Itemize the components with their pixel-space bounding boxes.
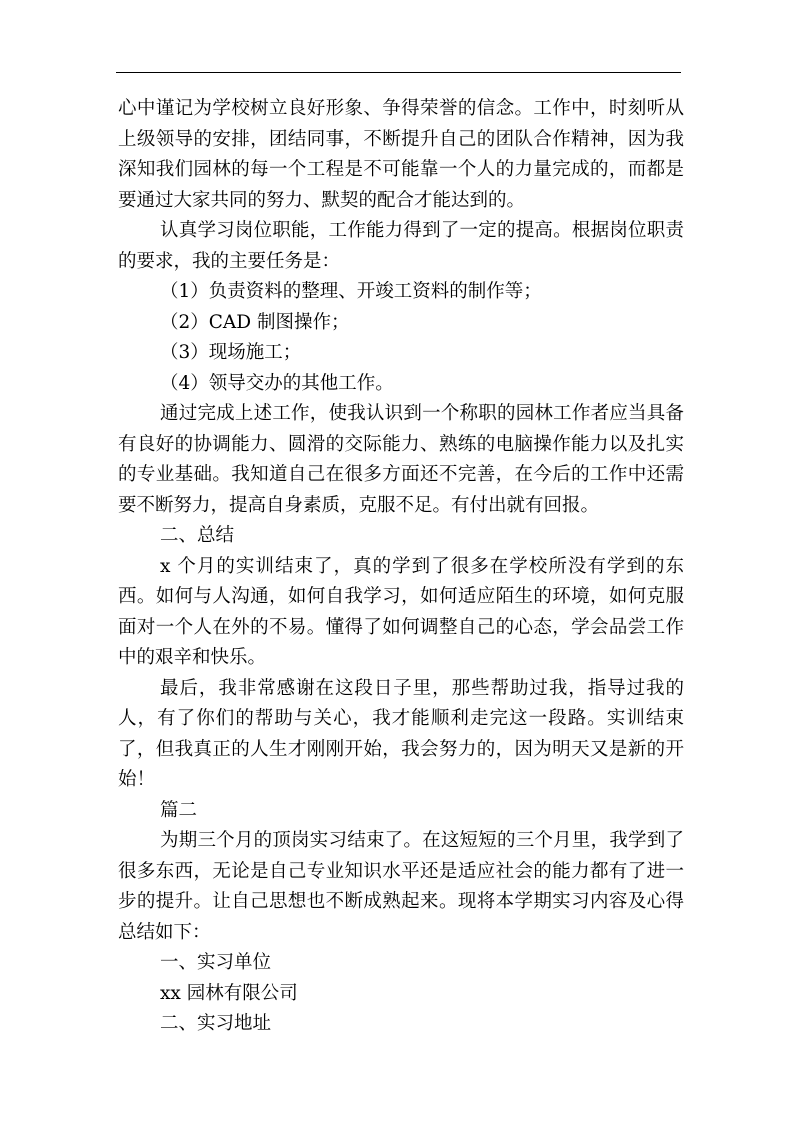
- paragraph: 为期三个月的顶岗实习结束了。在这短短的三个月里，我学到了很多东西，无论是自己专业知识水平还是适应社会的能力都有了进一步的提升。让自己思想也不断成熟起来。现将本学期实习内容及心得总结如下：: [118, 830, 684, 943]
- paragraph: 通过完成上述工作，使我认识到一个称职的园林工作者应当具备有良好的协调能力、圆滑的交际能力、熟练的电脑操作能力以及扎实的专业基础。我知道自己在很多方面还不完善，在今后的工作中还需要不断努力，提高自身素质，克服不足。有付出就有回报。: [118, 403, 684, 516]
- section-heading: 二、总结: [160, 525, 235, 546]
- list-item: （3）现场施工；: [160, 342, 302, 363]
- section-heading: 一、实习单位: [160, 952, 272, 973]
- list-item: （4）领导交办的其他工作。: [160, 372, 394, 394]
- document-body: [118, 94, 684, 1040]
- paragraph: 最后，我非常感谢在这段日子里，那些帮助过我，指导过我的人，有了你们的帮助与关心，我才能顺利走完这一段路。实训结束了，但我真正的人生才刚刚开始，我会努力的，因为明天又是新的开始！: [118, 677, 684, 790]
- list-item: （2）CAD 制图操作；: [160, 311, 350, 333]
- paragraph: x 个月的实训结束了，真的学到了很多在学校所没有学到的东西。如何与人沟通，如何自我学习，如何适应陌生的环境，如何克服面对一个人在外的不易。懂得了如何调整自己的心态，学会品尝工作中的艰辛和快乐。: [118, 555, 684, 668]
- paragraph: 认真学习岗位职能，工作能力得到了一定的提高。根据岗位职责的要求，我的主要任务是：: [118, 220, 684, 272]
- section-heading: 篇二: [160, 799, 198, 821]
- header-rule: [116, 72, 681, 73]
- paragraph: xx 园林有限公司: [160, 982, 298, 1004]
- paragraph: 心中谨记为学校树立良好形象、争得荣誉的信念。工作中，时刻听从上级领导的安排，团结同事，不断提升自己的团队合作精神，因为我深知我们园林的每一个工程是不可能靠一个人的力量完成的，而都是要通过大家共同的努力、默契的配合才能达到的。: [118, 98, 684, 211]
- section-heading: 二、实习地址: [160, 1013, 272, 1034]
- list-item: （1）负责资料的整理、开竣工资料的制作等；: [160, 281, 542, 302]
